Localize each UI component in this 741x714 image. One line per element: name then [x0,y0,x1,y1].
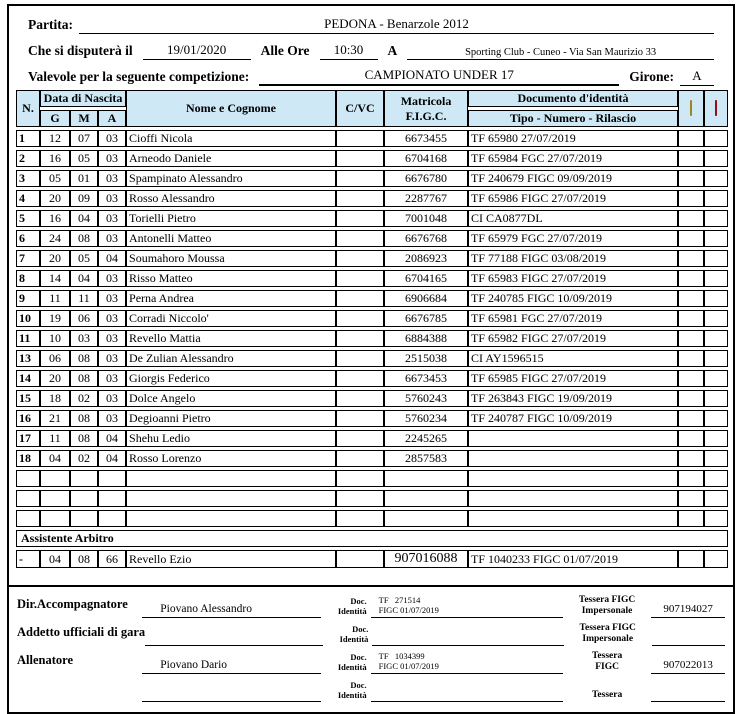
player-birth-year [98,510,126,527]
assistant-birth-year: 66 [98,550,126,568]
player-matricola: 6884388 [384,330,468,347]
player-document: TF 65981 FGC 27/07/2019 [468,310,678,327]
player-cvc [336,310,384,327]
player-birth-year: 03 [98,330,126,347]
player-birth-month: 09 [70,190,98,207]
player-birth-month [70,510,98,527]
player-matricola: 2515038 [384,350,468,367]
official-doc-value: TF 271514 FIGC 01/07/2019 [371,596,563,618]
player-yellow-cell [678,190,704,207]
partita-value: PEDONA - Benarzole 2012 [79,16,714,34]
player-document: TF 65980 27/07/2019 [468,130,678,147]
player-birth-month [70,470,98,487]
player-number [16,490,40,507]
col-header-day: G [40,110,70,127]
date-value: 19/01/2020 [143,42,251,60]
red-card-icon [715,100,717,116]
player-red-cell [704,230,728,247]
assistant-yellow-cell [678,550,704,568]
player-red-cell [704,450,728,467]
yellow-card-column-header [678,90,704,127]
player-number: 3 [16,170,40,187]
official-role-label: Dir.Accompagnatore [17,597,128,611]
player-number: 16 [16,410,40,427]
player-red-cell [704,190,728,207]
player-name: De Zulian Alessandro [126,350,336,367]
player-birth-year [98,470,126,487]
player-row [16,130,728,147]
player-row [16,150,728,167]
player-red-cell [704,270,728,287]
player-number: 9 [16,290,40,307]
assistant-red-cell [704,550,728,568]
player-yellow-cell [678,250,704,267]
player-birth-day: 24 [40,230,70,247]
col-header-name: Nome e Cognome [126,90,336,127]
player-document [468,450,678,467]
player-yellow-cell [678,290,704,307]
player-name: Cioffi Nicola [126,130,336,147]
player-birth-month: 08 [70,230,98,247]
tessera-figc-label: Tessera [591,689,623,700]
player-birth-month: 11 [70,290,98,307]
player-number: 1 [16,130,40,147]
col-header-doc-type: Tipo - Numero - Rilascio [468,110,678,127]
player-cvc [336,130,384,147]
doc-identity-label: Doc. Identità [337,596,367,616]
col-header-cvc: C/VC [336,90,384,127]
player-matricola: 2287767 [384,190,468,207]
player-birth-year: 03 [98,170,126,187]
official-doc-value: TF 1034399 FIGC 01/07/2019 [371,652,563,674]
player-cvc [336,170,384,187]
player-matricola: 6676785 [384,310,468,327]
player-birth-day: 11 [40,290,70,307]
official-row-accompagnatore [17,591,725,618]
player-matricola: 6676780 [384,170,468,187]
player-cvc [336,410,384,427]
player-row [16,490,728,507]
player-cvc [336,290,384,307]
player-red-cell [704,290,728,307]
assistant-birth-month: 08 [70,550,98,568]
official-name-value [145,643,322,646]
player-birth-year: 04 [98,430,126,447]
player-birth-month: 04 [70,270,98,287]
player-name: Degioanni Pietro [126,410,336,427]
player-cvc [336,270,384,287]
player-red-cell [704,370,728,387]
player-red-cell [704,390,728,407]
player-birth-month: 05 [70,150,98,167]
player-row [16,210,728,227]
roster-table-header [16,90,728,127]
official-doc-value [372,634,563,646]
venue-value: Sporting Club - Cuneo - Via San Maurizio 33 [407,47,714,60]
player-birth-day: 14 [40,270,70,287]
player-yellow-cell [678,510,704,527]
player-birth-year [98,490,126,507]
tessera-figc-label: Tessera FIGC Impersonale [578,595,636,616]
competition-value: CAMPIONATO UNDER 17 [259,67,619,86]
player-birth-year: 03 [98,290,126,307]
player-row [16,470,728,487]
player-cvc [336,190,384,207]
player-red-cell [704,490,728,507]
player-number: 11 [16,330,40,347]
assistant-number: - [16,550,40,568]
match-header [16,9,726,86]
time-label: Alle Ore [260,43,310,58]
player-birth-day: 19 [40,310,70,327]
doc-identity-label: Doc. Identità [337,652,367,672]
player-name: Dolce Angelo [126,390,336,407]
player-birth-day: 20 [40,250,70,267]
player-yellow-cell [678,150,704,167]
col-header-number: N. [16,90,40,127]
player-name: Giorgis Federico [126,370,336,387]
player-red-cell [704,470,728,487]
player-cvc [336,430,384,447]
player-yellow-cell [678,230,704,247]
player-number: 14 [16,370,40,387]
player-number: 15 [16,390,40,407]
player-number: 10 [16,310,40,327]
player-birth-year: 03 [98,410,126,427]
official-name-value: Piovano Alessandro [142,603,320,618]
player-yellow-cell [678,350,704,367]
player-yellow-cell [678,450,704,467]
player-matricola: 6906684 [384,290,468,307]
player-birth-day [40,470,70,487]
assistant-referee-title: Assistente Arbitro [16,530,728,547]
girone-value: A [680,68,714,86]
player-document: TF 240679 FIGC 09/09/2019 [468,170,678,187]
player-birth-day: 11 [40,430,70,447]
player-document [468,490,678,507]
player-birth-year: 03 [98,350,126,367]
player-yellow-cell [678,170,704,187]
player-matricola: 6704168 [384,150,468,167]
player-matricola: 2245265 [384,430,468,447]
player-birth-month [70,490,98,507]
player-yellow-cell [678,430,704,447]
player-row [16,330,728,347]
player-number: 13 [16,350,40,367]
player-cvc [336,470,384,487]
player-document: TF 240785 FIGC 10/09/2019 [468,290,678,307]
player-birth-day: 16 [40,210,70,227]
assistant-document: TF 1040233 FIGC 01/07/2019 [468,550,678,568]
player-birth-month: 04 [70,210,98,227]
player-row [16,410,728,427]
player-number: 5 [16,210,40,227]
player-name [126,470,336,487]
player-yellow-cell [678,270,704,287]
player-birth-year: 03 [98,210,126,227]
player-row [16,250,728,267]
player-birth-year: 03 [98,230,126,247]
player-yellow-cell [678,330,704,347]
player-number [16,510,40,527]
player-document [468,510,678,527]
player-red-cell [704,430,728,447]
player-document: TF 65982 FIGC 27/07/2019 [468,330,678,347]
partita-row [16,9,726,34]
player-birth-month: 08 [70,410,98,427]
player-birth-year: 03 [98,370,126,387]
red-card-column-header [704,90,728,127]
player-yellow-cell [678,490,704,507]
player-matricola [384,470,468,487]
player-cvc [336,250,384,267]
match-roster-sheet [7,4,735,714]
player-birth-day: 12 [40,130,70,147]
partita-label: Partita: [28,17,73,32]
player-birth-year: 04 [98,250,126,267]
player-cvc [336,230,384,247]
player-birth-day: 21 [40,410,70,427]
player-document: TF 65979 FGC 27/07/2019 [468,230,678,247]
player-red-cell [704,330,728,347]
player-name: Rosso Alessandro [126,190,336,207]
player-birth-year: 04 [98,450,126,467]
player-birth-month: 05 [70,250,98,267]
tessera-figc-label: Tessera FIGC Impersonale [579,623,636,644]
player-number: 2 [16,150,40,167]
competition-label: Valevole per la seguente competizione: [28,69,250,84]
player-row [16,390,728,407]
player-red-cell [704,510,728,527]
player-row [16,450,728,467]
player-red-cell [704,310,728,327]
player-document: TF 65983 FIGC 27/07/2019 [468,270,678,287]
player-row [16,270,728,287]
official-row-addetto [17,619,725,646]
player-birth-day: 06 [40,350,70,367]
player-row [16,310,728,327]
player-red-cell [704,150,728,167]
player-document: CI CA0877DL [468,210,678,227]
player-birth-month: 01 [70,170,98,187]
player-number: 18 [16,450,40,467]
competition-row [16,61,726,86]
player-birth-day: 10 [40,330,70,347]
player-number [16,470,40,487]
player-matricola: 5760243 [384,390,468,407]
official-doc-value [371,690,563,702]
player-birth-month: 07 [70,130,98,147]
col-header-document: Documento d'identità [468,90,678,107]
player-number: 8 [16,270,40,287]
at-label: A [387,43,398,58]
player-birth-year: 03 [98,270,126,287]
player-red-cell [704,350,728,367]
player-matricola: 6676768 [384,230,468,247]
player-document: CI AY1596515 [468,350,678,367]
time-value: 10:30 [320,42,378,60]
player-birth-day: 05 [40,170,70,187]
player-cvc [336,510,384,527]
officials-section [9,585,733,702]
official-row-partial [17,675,725,702]
player-matricola: 6673455 [384,130,468,147]
player-birth-day [40,510,70,527]
player-red-cell [704,250,728,267]
assistant-name: Revello Ezio [126,550,336,568]
player-name: Corradi Niccolo' [126,310,336,327]
player-document [468,430,678,447]
player-cvc [336,450,384,467]
official-name-value [142,699,320,702]
player-number: 7 [16,250,40,267]
player-yellow-cell [678,310,704,327]
official-tessera-value [652,643,725,646]
player-birth-month: 03 [70,330,98,347]
player-red-cell [704,170,728,187]
player-table-body [16,130,728,527]
player-document: TF 65984 FGC 27/07/2019 [468,150,678,167]
player-yellow-cell [678,370,704,387]
official-row-allenatore [17,647,725,674]
official-role-label: Addetto ufficiali di gara [17,625,146,639]
player-yellow-cell [678,210,704,227]
player-name: Rosso Lorenzo [126,450,336,467]
player-document: TF 65985 FIGC 27/07/2019 [468,370,678,387]
player-birth-month: 02 [70,390,98,407]
player-row [16,350,728,367]
player-name: Antonelli Matteo [126,230,336,247]
player-document: TF 240787 FIGC 10/09/2019 [468,410,678,427]
assistant-cvc [336,550,384,568]
player-birth-year: 03 [98,390,126,407]
player-roster-table [16,87,728,571]
doc-identity-label: Doc. Identità [337,680,367,700]
player-birth-day: 20 [40,370,70,387]
player-name: Perna Andrea [126,290,336,307]
player-name: Shehu Ledio [126,430,336,447]
tessera-figc-label: Tessera FIGC [591,651,623,672]
player-yellow-cell [678,410,704,427]
assistant-matricola: 907016088 [384,550,468,568]
player-red-cell [704,210,728,227]
player-row [16,230,728,247]
col-header-month: M [70,110,98,127]
player-matricola: 7001048 [384,210,468,227]
player-birth-day: 20 [40,190,70,207]
player-birth-year: 03 [98,310,126,327]
player-yellow-cell [678,130,704,147]
girone-label: Girone: [629,69,674,84]
player-matricola: 6704165 [384,270,468,287]
player-cvc [336,370,384,387]
date-row [16,35,726,60]
player-birth-month: 02 [70,450,98,467]
official-tessera-value: 907194027 [651,603,725,618]
player-name: Risso Matteo [126,270,336,287]
col-header-birthdate: Data di Nascita [40,90,126,107]
player-name [126,510,336,527]
player-birth-month: 06 [70,310,98,327]
player-row [16,170,728,187]
col-header-year: A [98,110,126,127]
player-row [16,290,728,307]
player-birth-day [40,490,70,507]
player-birth-year: 03 [98,190,126,207]
date-label: Che si disputerà il [28,43,133,58]
player-document [468,470,678,487]
doc-identity-label: Doc. Identità [339,624,369,644]
assistant-referee-band [16,530,728,547]
player-cvc [336,490,384,507]
player-matricola: 6673453 [384,370,468,387]
player-matricola [384,490,468,507]
player-matricola: 5760234 [384,410,468,427]
official-role-label: Allenatore [17,653,74,667]
player-name [126,490,336,507]
player-row [16,430,728,447]
player-number: 4 [16,190,40,207]
col-header-matricola: Matricola F.I.G.C. [384,90,468,127]
player-cvc [336,150,384,167]
official-tessera-value: 907022013 [651,659,725,674]
player-row [16,190,728,207]
player-document: TF 77188 FIGC 03/08/2019 [468,250,678,267]
player-matricola: 2086923 [384,250,468,267]
player-cvc [336,330,384,347]
player-number: 17 [16,430,40,447]
assistant-birth-day: 04 [40,550,70,568]
player-birth-year: 03 [98,150,126,167]
player-name: Torielli Pietro [126,210,336,227]
player-birth-month: 08 [70,430,98,447]
player-red-cell [704,410,728,427]
assistant-referee-row [16,550,728,568]
player-birth-month: 08 [70,370,98,387]
player-cvc [336,390,384,407]
player-birth-day: 16 [40,150,70,167]
player-birth-month: 08 [70,350,98,367]
player-name: Soumahoro Moussa [126,250,336,267]
player-row [16,370,728,387]
player-name: Revello Mattia [126,330,336,347]
player-birth-day: 18 [40,390,70,407]
player-red-cell [704,130,728,147]
official-name-value: Piovano Dario [142,659,320,674]
assistant-referee-section [16,530,728,568]
player-row [16,510,728,527]
player-document: TF 65986 FIGC 27/07/2019 [468,190,678,207]
player-number: 6 [16,230,40,247]
player-birth-year: 03 [98,130,126,147]
player-matricola [384,510,468,527]
player-matricola: 2857583 [384,450,468,467]
player-yellow-cell [678,390,704,407]
player-name: Spampinato Alessandro [126,170,336,187]
player-cvc [336,350,384,367]
official-tessera-value [651,699,725,702]
player-birth-day: 04 [40,450,70,467]
player-cvc [336,210,384,227]
player-document: TF 263843 FIGC 19/09/2019 [468,390,678,407]
player-yellow-cell [678,470,704,487]
yellow-card-icon [690,100,692,116]
player-name: Arneodo Daniele [126,150,336,167]
